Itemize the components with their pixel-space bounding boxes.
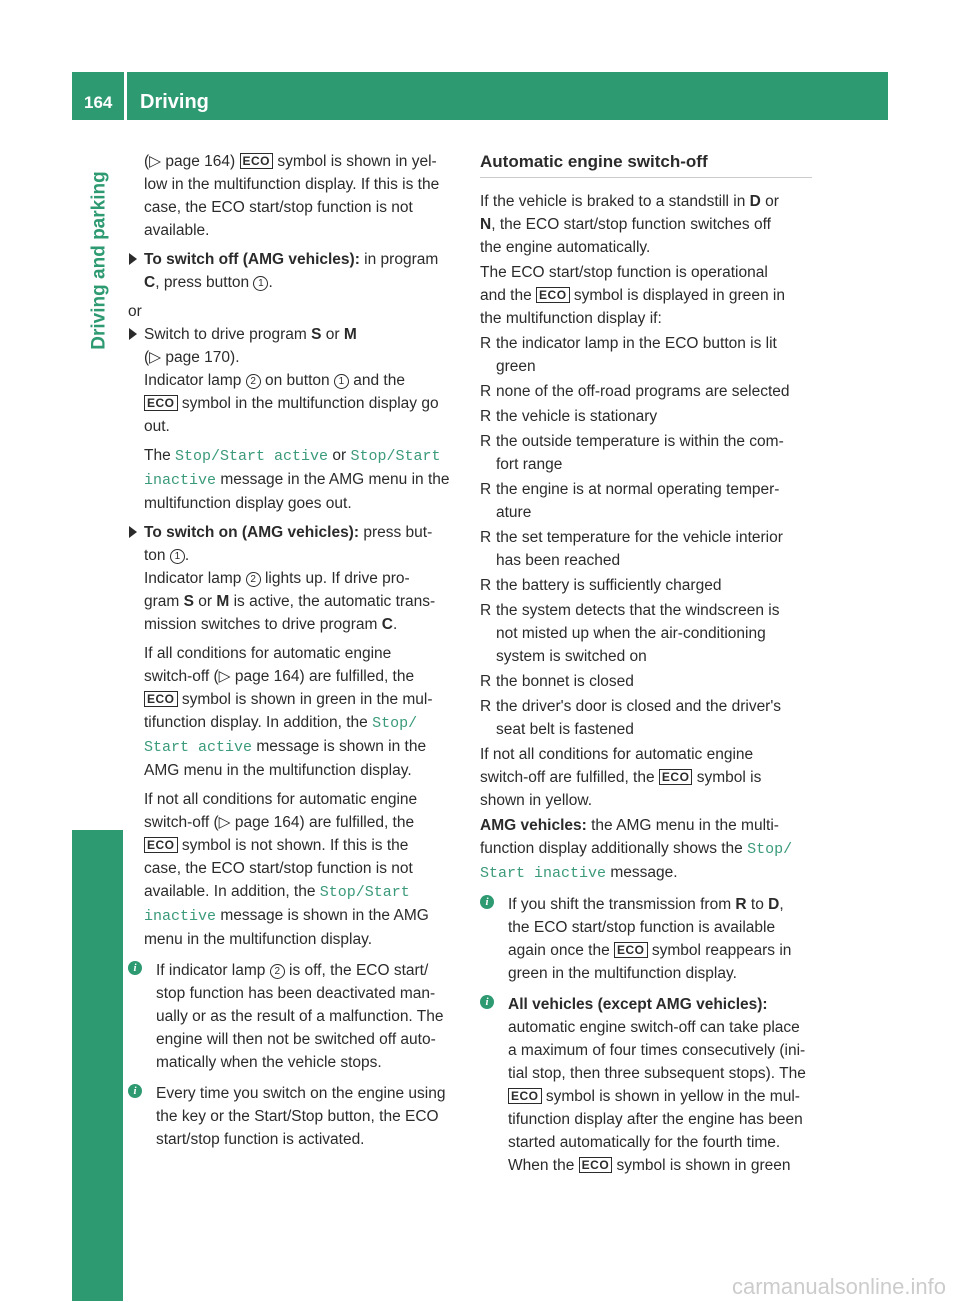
bullet-marker: R — [480, 698, 492, 715]
lamp-2-icon: 2 — [270, 964, 285, 979]
button-1-icon: 1 — [253, 276, 268, 291]
header-divider — [124, 72, 127, 120]
condition-item: R the driver's door is closed and the driver's seat belt is fastened — [480, 695, 812, 741]
step-arrow-icon — [129, 526, 137, 538]
display-message: Stop/Start — [319, 884, 410, 901]
bullet-marker: R — [480, 335, 492, 352]
bullet-marker: R — [480, 433, 492, 450]
step-switch-on: To switch on (AMG vehicles): press but- ton 1 . Indicator lamp 2 lights up. If drive pro- gram S or M is active, the automatic trans- mission switches to drive program C. If all conditions for automatic engine switch-off (▷ page 164) are fulfilled, the ECO symbol is shown in green in the mul- tifunction display. In addition, the Stop/ Start active message is shown in the AMG menu in the multifunction display. If not all conditions for automatic engine switch-off (▷ page 164) are fulfilled, the ECO symbol is not shown. If this is the case, the ECO start/stop function is not available. In addition, the Stop/Start inactive message is shown in the AMG menu in the multifunction display. — [128, 521, 460, 951]
info-icon: i — [480, 895, 494, 909]
condition-list — [480, 332, 812, 741]
step-arrow-icon — [129, 328, 137, 340]
or-text: or — [128, 303, 142, 320]
eco-icon: ECO — [579, 1157, 613, 1173]
bullet-marker: R — [480, 529, 492, 546]
paragraph: (▷ page 164) ECO symbol is shown in yel- low in the multifunction display. If this is the case, the ECO start/stop function is not available. — [144, 153, 440, 239]
eco-icon: ECO — [144, 837, 178, 853]
info-note: i All vehicles (except AMG vehicles): automatic engine switch-off can take place a maximum of four times consecutively (ini- tial stop, then three subsequent stops). The ECO symbol is shown in yellow in the mul- tifunction display after the engine has been started automatically for the fourth time. When the ECO symbol is shown in green — [480, 993, 812, 1177]
condition-item: R the bonnet is closed — [480, 670, 812, 693]
bullet-marker: R — [480, 673, 492, 690]
condition-item: R none of the off-road programs are selected — [480, 380, 812, 403]
display-message: Stop/Start — [350, 448, 441, 465]
info-note: i If indicator lamp 2 is off, the ECO start/ stop function has been deactivated man- ually or as the result of a malfunction. The engine will then not be switched off auto- matically when the vehicle stops. — [128, 959, 460, 1074]
display-message: Stop/Start active — [175, 448, 329, 465]
display-message: inactive — [144, 908, 217, 925]
eco-icon: ECO — [614, 942, 648, 958]
info-icon: i — [128, 961, 142, 975]
button-1-icon: 1 — [170, 549, 185, 564]
step-switch-off: To switch off (AMG vehicles): in program C, press button 1 . — [128, 248, 460, 294]
condition-item: R the system detects that the windscreen is not misted up when the air-conditioning system is switched on — [480, 599, 812, 668]
display-message: Start active — [144, 739, 253, 756]
side-label — [84, 140, 114, 380]
paragraph: If the vehicle is braked to a standstill in D or N, the ECO start/stop function switches off the engine automatically. — [480, 193, 779, 256]
display-message: Stop/ — [372, 715, 418, 732]
page-number: 164 — [84, 93, 113, 112]
section-title: Driving — [140, 91, 209, 113]
paragraph: The ECO start/stop function is operational and the ECO symbol is displayed in green in the multifunction display if: — [480, 264, 785, 327]
right-column — [480, 150, 812, 1177]
eco-icon: ECO — [144, 691, 178, 707]
section-heading: Automatic engine switch-off — [480, 150, 812, 178]
watermark: carmanualsonline.info — [731, 1274, 946, 1299]
condition-item: R the vehicle is stationary — [480, 405, 812, 428]
left-column — [128, 150, 460, 1151]
bullet-marker: R — [480, 481, 492, 498]
display-message: inactive — [144, 472, 217, 489]
eco-icon: ECO — [144, 395, 178, 411]
condition-item: R the engine is at normal operating temper- ature — [480, 478, 812, 524]
info-note: i If you shift the transmission from R to D, the ECO start/stop function is available again once the ECO symbol reappears in green in the multifunction display. — [480, 893, 812, 985]
condition-item: R the indicator lamp in the ECO button is lit green — [480, 332, 812, 378]
eco-icon: ECO — [659, 769, 693, 785]
side-tab — [72, 830, 123, 1301]
bullet-marker: R — [480, 383, 492, 400]
paragraph: AMG vehicles: the AMG menu in the multi- function display additionally shows the Stop/ Start inactive message. — [480, 817, 793, 882]
button-1-icon: 1 — [334, 374, 349, 389]
paragraph: If not all conditions for automatic engine switch-off are fulfilled, the ECO symbol is shown in yellow. — [480, 746, 762, 809]
condition-item: R the battery is sufficiently charged — [480, 574, 812, 597]
bullet-marker: R — [480, 577, 492, 594]
info-note: i Every time you switch on the engine using the key or the Start/Stop button, the ECO start/stop function is activated. — [128, 1082, 460, 1151]
step-drive-program: Switch to drive program S or M (▷ page 170). Indicator lamp 2 on button 1 and the ECO symbol in the multifunction display go out. The Stop/Start active or Stop/Start inactive message in the AMG menu in the multifunction display goes out. — [128, 323, 460, 515]
eco-icon: ECO — [536, 287, 570, 303]
display-message: Start inactive — [480, 865, 607, 882]
bullet-marker: R — [480, 408, 492, 425]
bullet-marker: R — [480, 602, 492, 619]
condition-item: R the outside temperature is within the com- fort range — [480, 430, 812, 476]
eco-icon: ECO — [508, 1088, 542, 1104]
eco-icon: ECO — [240, 153, 274, 169]
step-arrow-icon — [129, 253, 137, 265]
lamp-2-icon: 2 — [246, 572, 261, 587]
condition-item: R the set temperature for the vehicle interior has been reached — [480, 526, 812, 572]
side-label-text: Driving and parking — [88, 170, 110, 350]
info-icon: i — [128, 1084, 142, 1098]
display-message: Stop/ — [747, 841, 793, 858]
lamp-2-icon: 2 — [246, 374, 261, 389]
info-icon: i — [480, 995, 494, 1009]
